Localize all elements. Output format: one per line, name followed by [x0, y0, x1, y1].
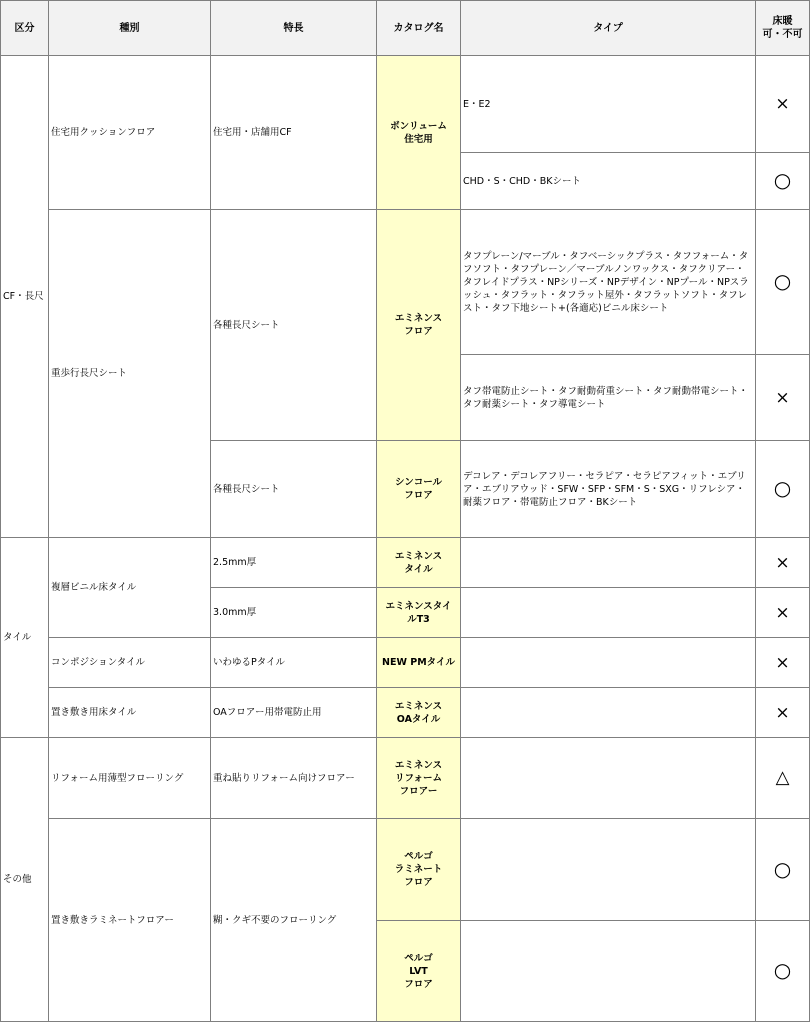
- cross-icon: ×: [775, 387, 790, 408]
- catalog-line: フロア: [404, 978, 433, 990]
- tokucho-cell: 重ね貼りリフォーム向けフロアー: [211, 738, 377, 819]
- catalog-line: 住宅用: [404, 133, 433, 145]
- type-cell: [461, 588, 756, 638]
- header-yuka-line2: 可・不可: [762, 29, 803, 40]
- type-cell: [461, 688, 756, 738]
- tokucho-cell: 各種長尺シート: [211, 441, 377, 538]
- tokucho-cell: 各種長尺シート: [211, 210, 377, 441]
- catalog-line: OAタイル: [396, 713, 441, 725]
- floor-heating-cell: [756, 638, 810, 688]
- catalog-line: ペルゴ: [404, 851, 433, 862]
- catalog-cell: [377, 56, 461, 210]
- header-kubun: 区分: [1, 1, 49, 56]
- catalog-line: エミネンスタイ: [385, 600, 452, 612]
- section-other: その他: [1, 738, 49, 1022]
- header-tokucho: 特長: [211, 1, 377, 56]
- catalog-line: LVT: [409, 965, 428, 977]
- catalog-line: エミネンス: [394, 313, 443, 324]
- floor-heating-cell: [756, 819, 810, 921]
- table-row: [1, 538, 810, 588]
- floor-heating-cell: [756, 738, 810, 819]
- catalog-line: シンコール: [394, 477, 443, 488]
- catalog-line: フロアー: [399, 785, 438, 797]
- cross-icon: ×: [775, 702, 790, 723]
- floor-heating-cell: [756, 153, 810, 210]
- catalog-cell: [377, 688, 461, 738]
- section-cf: CF・長尺: [1, 56, 49, 538]
- type-cell: [461, 921, 756, 1022]
- catalog-cell: [377, 819, 461, 921]
- type-cell: [461, 638, 756, 688]
- section-tile: タイル: [1, 538, 49, 738]
- tokucho-cell: いわゆるPタイル: [211, 638, 377, 688]
- type-cell: [461, 819, 756, 921]
- header-yuka-line1: 床暖: [772, 16, 793, 27]
- shubetsu-cell: コンポジションタイル: [49, 638, 211, 688]
- header-row: [1, 1, 810, 56]
- floor-heating-cell: [756, 355, 810, 441]
- header-type: タイプ: [461, 1, 756, 56]
- type-cell: タフ帯電防止シート・タフ耐動荷重シート・タフ耐動帯電シート・タフ耐薬シート・タフ導電シート: [461, 355, 756, 441]
- catalog-line: エミネンス: [394, 700, 443, 712]
- floor-heating-cell: [756, 538, 810, 588]
- catalog-cell: [377, 441, 461, 538]
- type-cell: タフプレーン/マーブル・タフベーシックプラス・タフフォーム・タフソフト・タフプレーン／マーブルノンワックス・タフクリアー・タフレイドプラス・NPシリーズ・NPデザイン・NPプール・NPスラッシュ・タフラット・タフラット屋外・タフラットソフト・タフレスト・タフ下地シート+(各適応)ビニル床シート: [461, 210, 756, 355]
- catalog-cell: [377, 588, 461, 638]
- shubetsu-cell: 住宅用クッションフロア: [49, 56, 211, 210]
- catalog-line: フロア: [404, 877, 433, 888]
- cross-icon: ×: [775, 552, 790, 573]
- tokucho-cell: 3.0mm厚: [211, 588, 377, 638]
- table-row: [1, 210, 810, 355]
- shubetsu-cell: 置き敷き用床タイル: [49, 688, 211, 738]
- floor-heating-cell: [756, 588, 810, 638]
- catalog-line: ボンリューム: [390, 120, 447, 132]
- header-yuka: [756, 1, 810, 56]
- shubetsu-cell: 複層ビニル床タイル: [49, 538, 211, 638]
- catalog-cell: [377, 638, 461, 688]
- table-row: [1, 738, 810, 819]
- catalog-cell: [377, 921, 461, 1022]
- catalog-line: エミネンス: [394, 759, 443, 771]
- circle-icon: ○: [773, 269, 792, 293]
- table-row: [1, 56, 810, 153]
- catalog-line: NEW PMタイル: [382, 657, 455, 668]
- cross-icon: ×: [775, 652, 790, 673]
- catalog-line: エミネンス: [394, 550, 443, 562]
- floor-heating-cell: [756, 56, 810, 153]
- circle-icon: ○: [773, 958, 792, 982]
- catalog-cell: [377, 738, 461, 819]
- catalog-line: ラミネート: [394, 864, 443, 875]
- header-catalog: カタログ名: [377, 1, 461, 56]
- shubetsu-cell: リフォーム用薄型フローリング: [49, 738, 211, 819]
- type-cell: [461, 538, 756, 588]
- circle-icon: ○: [773, 856, 792, 881]
- catalog-line: ルT3: [407, 613, 430, 625]
- tokucho-cell: 2.5mm厚: [211, 538, 377, 588]
- tokucho-cell: 住宅用・店舗用CF: [211, 56, 377, 210]
- shubetsu-cell: 重歩行長尺シート: [49, 210, 211, 538]
- catalog-line: フロア: [404, 326, 433, 337]
- cross-icon: ×: [775, 94, 790, 114]
- table-row: [1, 638, 810, 688]
- type-cell: [461, 738, 756, 819]
- header-shubetsu: 種別: [49, 1, 211, 56]
- catalog-cell: [377, 538, 461, 588]
- floor-heating-cell: [756, 688, 810, 738]
- shubetsu-cell: 置き敷きラミネートフロアー: [49, 819, 211, 1022]
- type-cell: CHD・S・CHD・BKシート: [461, 153, 756, 210]
- catalog-line: タイル: [404, 563, 433, 575]
- tokucho-cell: OAフロアー用帯電防止用: [211, 688, 377, 738]
- triangle-icon: △: [775, 767, 790, 788]
- floor-heating-cell: [756, 210, 810, 355]
- type-cell: E・E2: [461, 56, 756, 153]
- table-row: [1, 688, 810, 738]
- catalog-line: ペルゴ: [404, 952, 433, 964]
- catalog-cell: [377, 210, 461, 441]
- floor-heating-cell: [756, 921, 810, 1022]
- floor-heating-cell: [756, 441, 810, 538]
- catalog-line: フロア: [404, 490, 433, 501]
- type-cell: デコレア・デコレアフリー・セラピア・セラピアフィット・エブリア・エブリアウッド・SFW・SFP・SFM・S・SXG・リフレシア・耐薬フロア・帯電防止フロア・BKシート: [461, 441, 756, 538]
- circle-icon: ○: [773, 168, 792, 192]
- catalog-line: リフォーム: [394, 772, 443, 784]
- table-row: [1, 819, 810, 921]
- tokucho-cell: 糊・クギ不要のフローリング: [211, 819, 377, 1022]
- circle-icon: ○: [773, 476, 792, 500]
- cross-icon: ×: [775, 602, 790, 623]
